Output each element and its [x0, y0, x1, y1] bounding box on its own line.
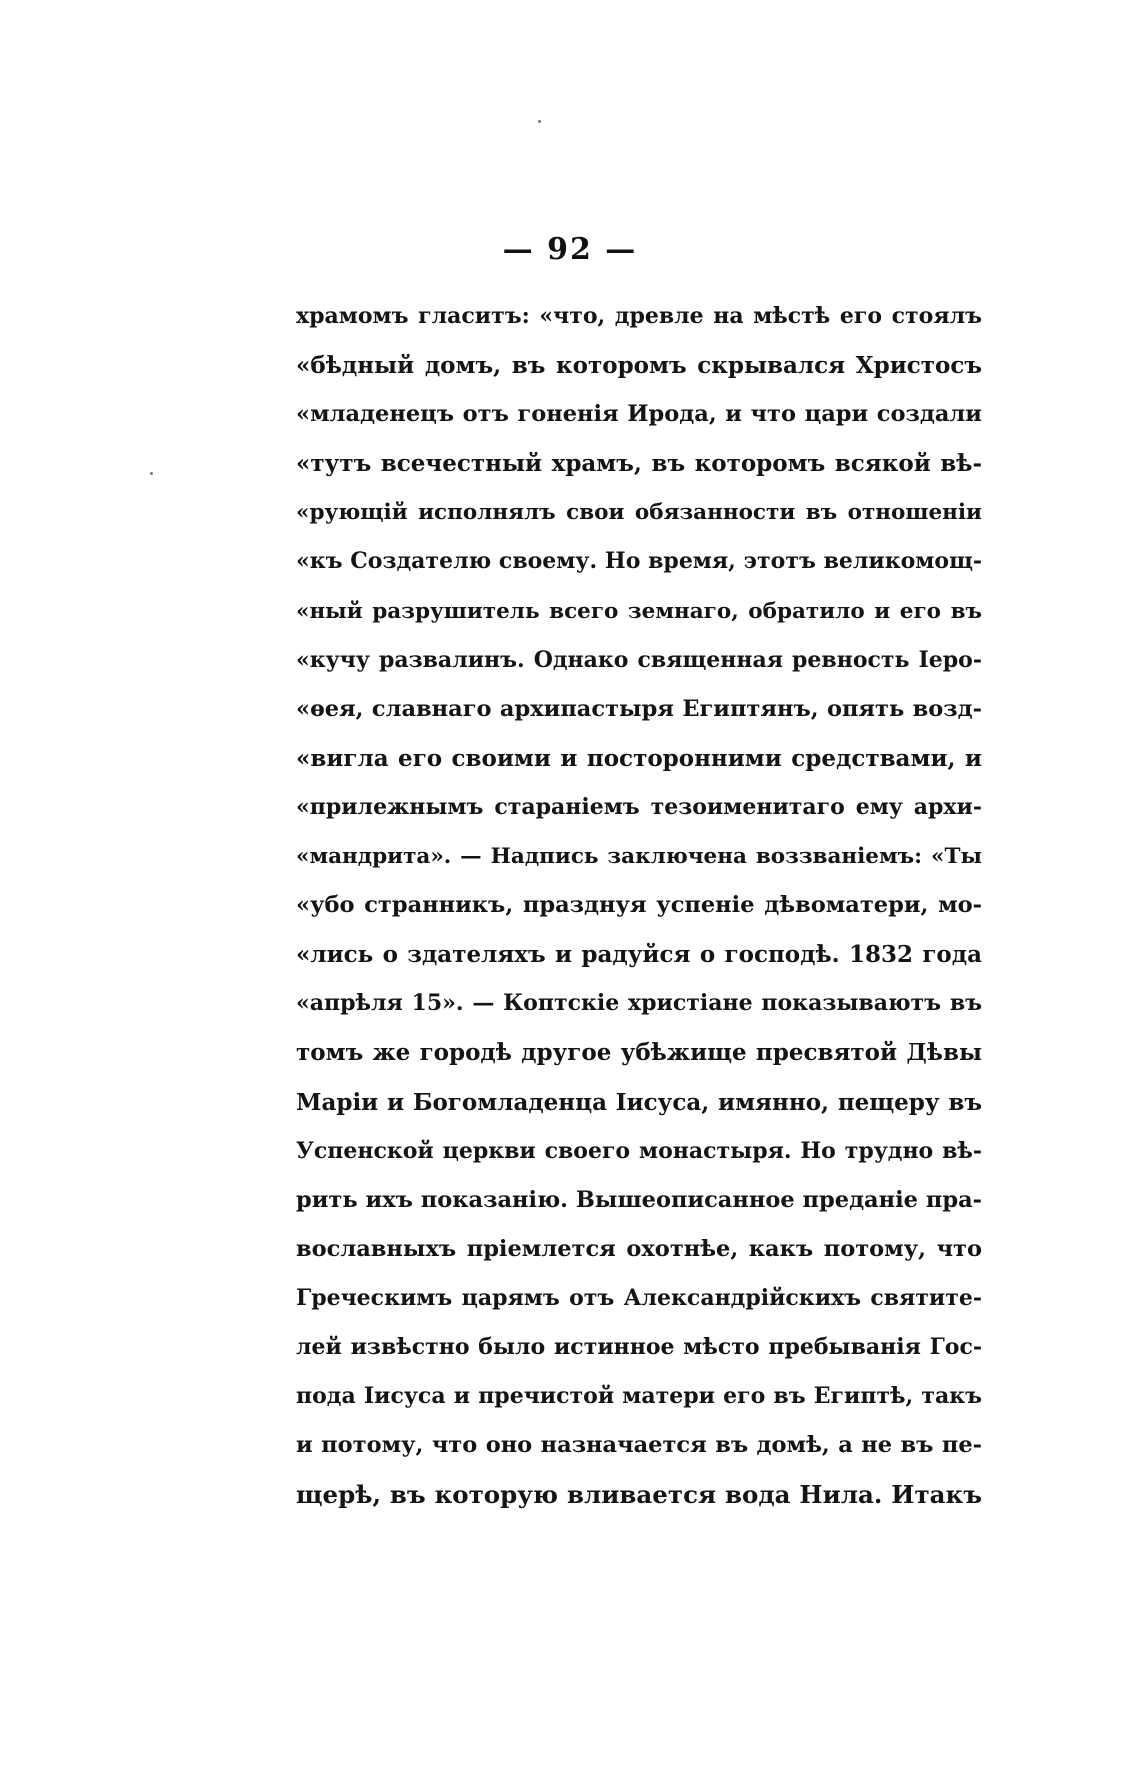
- text-line: храмомъ гласитъ: «что, древле на мѣстѣ его стоялъ: [296, 303, 982, 329]
- text-line: «рующій исполнялъ свои обязанности въ отношеніи: [296, 500, 982, 526]
- text-line: Маріи и Богомладенца Іисуса, имянно, пещеру въ: [296, 1088, 982, 1116]
- text-line: «къ Создателю своему. Но время, этотъ великомощ-: [296, 548, 982, 575]
- text-line: пода Іисуса и пречистой матери его въ Египтѣ, такъ: [296, 1383, 982, 1410]
- text-line: рить ихъ показанію. Вышеописанное преданіе пра-: [296, 1186, 982, 1213]
- text-line: томъ же городѣ другое убѣжище пресвятой Дѣвы: [296, 1039, 982, 1067]
- text-line: и потому, что оно назначается въ домѣ, а не въ пе-: [296, 1432, 982, 1459]
- text-line: Греческимъ царямъ отъ Александрійскихъ святите-: [296, 1284, 982, 1311]
- text-line: «ѳея, славнаго архипастыря Египтянъ, опять возд-: [296, 695, 982, 722]
- text-line: «вигла его своими и посторонними средствами, и: [296, 744, 982, 772]
- text-line: «младенецъ отъ гоненія Ирода, и что цари создали: [296, 401, 982, 428]
- speck-mark: [150, 472, 153, 475]
- text-line: «апрѣля 15». — Коптскіе христіане показываютъ въ: [296, 990, 982, 1017]
- text-line: «бѣдный домъ, въ которомъ скрывался Христосъ: [296, 352, 982, 380]
- page-number: — 92 —: [502, 232, 638, 267]
- text-line: лей извѣстно было истинное мѣсто пребыванія Гос-: [296, 1333, 982, 1360]
- text-line: «кучу развалинъ. Однако священная ревность Іеро-: [296, 646, 982, 673]
- text-body: [296, 292, 982, 1519]
- text-line: «убо странникъ, празднуя успеніе дѣвоматери, мо-: [296, 892, 982, 919]
- text-line: «лись о здателяхъ и радуйся о господѣ. 1832 года: [296, 941, 982, 969]
- text-line: вославныхъ пріемлется охотнѣе, какъ потому, что: [296, 1235, 982, 1262]
- text-line: Успенской церкви своего монастыря. Но трудно вѣ-: [296, 1137, 982, 1164]
- text-line: «ный разрушитель всего земнаго, обратило и его въ: [296, 598, 982, 624]
- text-line: «мандрита». — Надпись заключена воззваніемъ: «Ты: [296, 844, 982, 870]
- text-line: «прилежнымъ стараніемъ тезоименитаго ему архи-: [296, 793, 982, 820]
- text-line: щерѣ, въ которую вливается вода Нила. Итакъ: [296, 1480, 982, 1510]
- text-line: «тутъ всечестный храмъ, въ которомъ всякой вѣ-: [296, 450, 982, 478]
- speck-mark: [538, 120, 541, 123]
